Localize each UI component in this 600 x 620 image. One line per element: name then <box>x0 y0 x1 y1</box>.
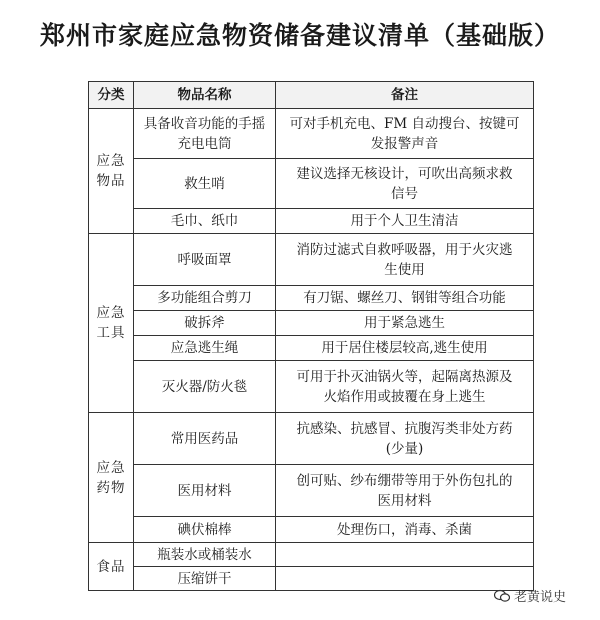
item-name: 具备收音功能的手摇 <box>143 115 266 132</box>
page-title: 郑州市家庭应急物资储备建议清单（基础版） <box>39 21 560 50</box>
category-label: 应急 <box>96 153 126 169</box>
header-category: 分类 <box>89 82 134 109</box>
table-row <box>89 159 534 209</box>
item-name: 毛巾、纸巾 <box>170 213 239 229</box>
item-note: 处理伤口，消毒、杀菌 <box>337 521 472 538</box>
note-cell <box>276 361 534 413</box>
note-cell <box>276 465 534 517</box>
category-cell <box>89 109 134 234</box>
item-note: 用于紧急逃生 <box>364 315 445 331</box>
item-name-cell <box>134 543 276 567</box>
note-cell <box>276 109 534 159</box>
table-row <box>89 109 534 159</box>
table-row <box>89 336 534 361</box>
item-name: 常用医药品 <box>170 430 239 447</box>
item-note: 建议选择无核设计，可吹出高频求救 <box>296 165 513 182</box>
item-name-cell <box>134 311 276 336</box>
item-name: 破拆斧 <box>184 315 225 331</box>
header-item-name: 物品名称 <box>134 82 276 109</box>
table-row <box>89 465 534 517</box>
item-name-cell <box>134 286 276 311</box>
item-name-cell <box>134 413 276 465</box>
item-note: 火焰作用或披覆在身上逃生 <box>323 388 486 405</box>
item-note: 可用于扑灭油锅火等，起隔离热源及 <box>296 368 513 385</box>
item-name-cell <box>134 159 276 209</box>
table-row <box>89 517 534 543</box>
item-note: 创可贴、纱布绷带等用于外伤包扎的 <box>296 472 513 489</box>
note-cell <box>276 543 534 567</box>
item-note: 有刀锯、螺丝刀、钢钳等组合功能 <box>303 290 506 306</box>
item-name: 多功能组合剪刀 <box>157 290 252 306</box>
note-cell <box>276 286 534 311</box>
header-note: 备注 <box>276 82 534 109</box>
table-row <box>89 286 534 311</box>
item-note: 可对手机充电、FM 自动搜台、按键可 <box>289 115 520 132</box>
item-name: 应急逃生绳 <box>170 340 239 356</box>
item-note: 用于个人卫生清洁 <box>350 213 459 229</box>
item-name-cell <box>134 567 276 591</box>
item-name: 碘伏棉棒 <box>177 521 232 538</box>
note-cell <box>276 413 534 465</box>
note-cell <box>276 311 534 336</box>
note-cell <box>276 336 534 361</box>
item-note: 发报警声音 <box>370 135 439 152</box>
item-name: 瓶装水或桶装水 <box>157 546 252 563</box>
table-row <box>89 361 534 413</box>
table-row <box>89 311 534 336</box>
table-row <box>89 567 534 591</box>
supply-table <box>88 81 534 591</box>
category-cell <box>89 234 134 413</box>
watermark-text: 老黄说史 <box>514 590 567 605</box>
item-note: 生使用 <box>384 261 425 278</box>
category-label: 应急 <box>96 459 126 476</box>
item-name: 医用材料 <box>177 482 232 499</box>
table-row <box>89 413 534 465</box>
category-label: 食品 <box>96 558 126 575</box>
item-name: 压缩饼干 <box>177 570 232 587</box>
item-note: 医用材料 <box>377 492 432 509</box>
item-note: 用于居住楼层较高,逃生使用 <box>321 340 488 356</box>
table-row <box>89 543 534 567</box>
watermark <box>494 586 566 605</box>
item-name-cell <box>134 234 276 286</box>
item-name: 充电电筒 <box>177 135 232 152</box>
item-name: 呼吸面罩 <box>177 251 232 268</box>
item-name-cell <box>134 336 276 361</box>
item-name-cell <box>134 361 276 413</box>
category-cell <box>89 413 134 543</box>
item-note: 信号 <box>391 185 418 202</box>
category-cell <box>89 543 134 591</box>
table-row <box>89 234 534 286</box>
category-label: 应急 <box>96 305 126 321</box>
category-label: 工具 <box>96 325 126 341</box>
item-name-cell <box>134 517 276 543</box>
note-cell <box>276 159 534 209</box>
table-header-row <box>89 82 534 109</box>
item-note: 抗感染、抗感冒、抗腹泻类非处方药 <box>296 420 513 437</box>
item-note: 消防过滤式自救呼吸器，用于火灾逃 <box>296 241 513 258</box>
item-name-cell <box>134 209 276 234</box>
note-cell <box>276 209 534 234</box>
note-cell <box>276 234 534 286</box>
item-name-cell <box>134 465 276 517</box>
category-label: 物品 <box>96 173 126 189</box>
item-name: 救生哨 <box>184 175 225 192</box>
item-name: 灭火器/防火毯 <box>161 378 248 395</box>
item-name-cell <box>134 109 276 159</box>
table-row <box>89 209 534 234</box>
item-note: (少量) <box>385 440 424 457</box>
category-label: 药物 <box>96 479 126 496</box>
note-cell <box>276 517 534 543</box>
table-body <box>89 109 534 591</box>
chat-bubble-icon <box>494 589 510 603</box>
